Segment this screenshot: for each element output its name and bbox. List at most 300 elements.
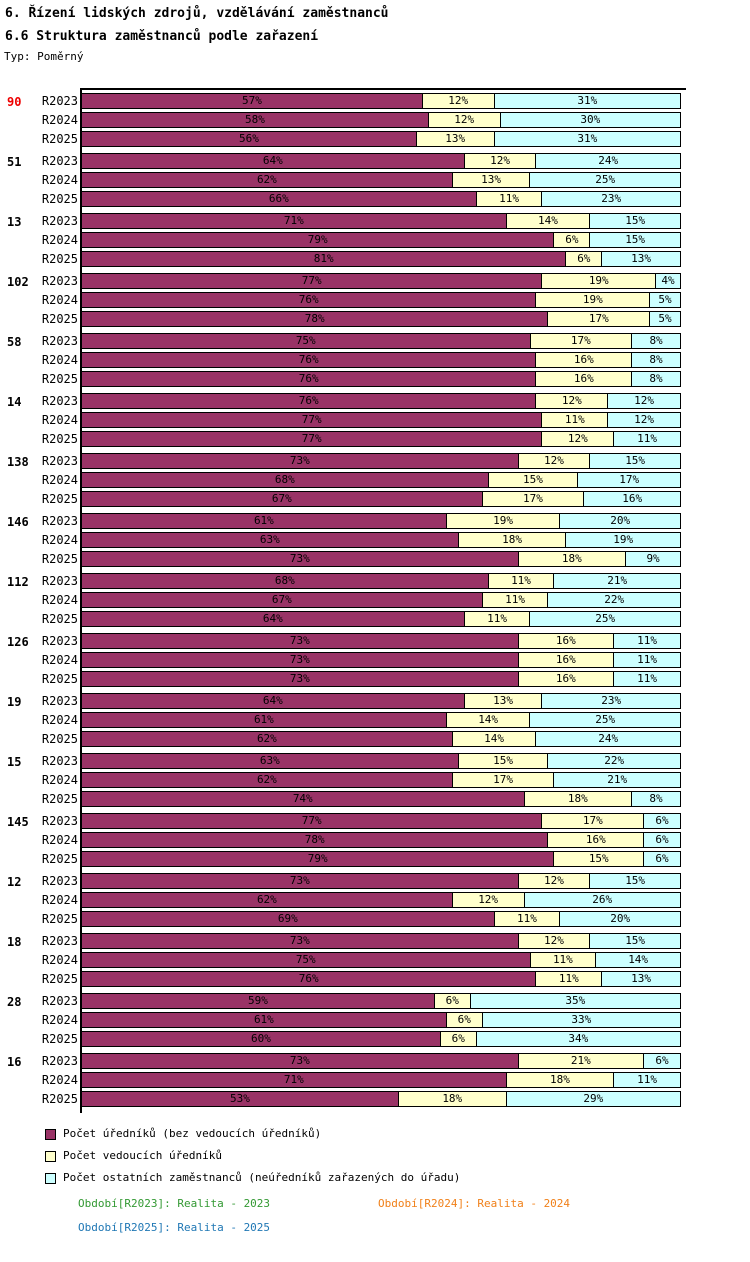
stacked-bar <box>81 513 681 529</box>
segment-officials <box>82 672 519 686</box>
segment-other-employees <box>501 113 680 127</box>
bar-row <box>0 993 750 1009</box>
segment-other-employees <box>590 934 680 948</box>
segment-value-label: 62% <box>256 893 277 906</box>
page-title: 6. Řízení lidských zdrojů, vzdělávání zaměstnanců <box>5 6 389 21</box>
segment-value-label: 67% <box>271 492 292 505</box>
segment-senior-officials <box>566 252 602 266</box>
segment-value-label: 76% <box>298 353 319 366</box>
segment-value-label: 6% <box>457 1013 471 1026</box>
segment-senior-officials <box>531 334 633 348</box>
segment-senior-officials <box>554 233 590 247</box>
bar-row <box>0 652 750 668</box>
segment-officials <box>82 814 542 828</box>
segment-officials <box>82 113 429 127</box>
chart-type-note: Typ: Poměrný <box>4 50 84 63</box>
segment-value-label: 61% <box>253 514 274 527</box>
segment-value-label: 24% <box>598 154 619 167</box>
segment-officials <box>82 773 453 787</box>
period-label: R2025 <box>41 552 78 566</box>
segment-value-label: 77% <box>301 274 322 287</box>
segment-value-label: 64% <box>262 612 283 625</box>
period-label: R2025 <box>41 732 78 746</box>
segment-value-label: 73% <box>289 552 310 565</box>
bar-row <box>0 892 750 908</box>
segment-value-label: 13% <box>493 694 514 707</box>
bar-row <box>0 1012 750 1028</box>
stacked-bar <box>81 791 681 807</box>
legend-label: Počet úředníků (bez vedoucích úředníků) <box>63 1127 322 1140</box>
segment-officials <box>82 372 536 386</box>
segment-officials <box>82 1092 399 1106</box>
segment-senior-officials <box>536 972 602 986</box>
bar-row <box>0 753 750 769</box>
segment-officials <box>82 154 465 168</box>
officials-swatch-icon <box>45 1129 56 1140</box>
period-label: R2023 <box>41 934 78 948</box>
segment-value-label: 25% <box>595 612 616 625</box>
group-id-label: 13 <box>7 215 22 229</box>
segment-value-label: 14% <box>484 732 505 745</box>
segment-senior-officials <box>507 1073 615 1087</box>
period-label: R2024 <box>41 593 78 607</box>
segment-other-employees <box>536 732 680 746</box>
bar-group <box>0 573 750 627</box>
segment-officials <box>82 912 495 926</box>
segment-value-label: 12% <box>634 394 655 407</box>
segment-other-employees <box>632 372 680 386</box>
group-id-label: 146 <box>7 515 29 529</box>
segment-other-employees <box>614 1073 680 1087</box>
segment-value-label: 73% <box>289 934 310 947</box>
bar-row <box>0 352 750 368</box>
bar-row <box>0 791 750 807</box>
bar-row <box>0 592 750 608</box>
segment-value-label: 61% <box>253 1013 274 1026</box>
segment-other-employees <box>542 192 680 206</box>
segment-value-label: 15% <box>493 754 514 767</box>
segment-senior-officials <box>399 1092 507 1106</box>
period-label: R2024 <box>41 353 78 367</box>
stacked-bar <box>81 112 681 128</box>
bar-row <box>0 693 750 709</box>
bar-row <box>0 472 750 488</box>
segment-value-label: 18% <box>561 552 582 565</box>
segment-value-label: 6% <box>577 252 591 265</box>
stacked-bar <box>81 611 681 627</box>
segment-value-label: 21% <box>607 574 628 587</box>
segment-value-label: 73% <box>289 1054 310 1067</box>
segment-senior-officials <box>507 214 591 228</box>
stacked-bar <box>81 1031 681 1047</box>
segment-value-label: 76% <box>298 293 319 306</box>
segment-officials <box>82 994 435 1008</box>
segment-senior-officials <box>429 113 501 127</box>
segment-senior-officials <box>548 312 650 326</box>
stacked-bar <box>81 933 681 949</box>
segment-value-label: 62% <box>256 173 277 186</box>
segment-senior-officials <box>519 874 591 888</box>
bar-group <box>0 273 750 327</box>
segment-value-label: 73% <box>289 672 310 685</box>
period-label: R2023 <box>41 454 78 468</box>
segment-value-label: 16% <box>622 492 643 505</box>
segment-senior-officials <box>536 394 608 408</box>
segment-value-label: 73% <box>289 653 310 666</box>
stacked-bar <box>81 333 681 349</box>
segment-senior-officials <box>519 454 591 468</box>
period-label: R2024 <box>41 833 78 847</box>
segment-value-label: 15% <box>625 874 646 887</box>
period-label: R2024 <box>41 953 78 967</box>
segment-other-employees <box>614 432 680 446</box>
group-id-label: 51 <box>7 155 22 169</box>
period-label: R2023 <box>41 1054 78 1068</box>
bar-row <box>0 333 750 349</box>
segment-value-label: 16% <box>573 372 594 385</box>
segment-value-label: 63% <box>259 533 280 546</box>
segment-officials <box>82 552 519 566</box>
segment-value-label: 17% <box>493 773 514 786</box>
stacked-bar <box>81 993 681 1009</box>
period-label: R2023 <box>41 514 78 528</box>
segment-other-employees <box>590 874 680 888</box>
segment-senior-officials <box>536 293 650 307</box>
bar-group <box>0 813 750 867</box>
segment-officials <box>82 634 519 648</box>
segment-other-employees <box>644 1054 680 1068</box>
segment-value-label: 13% <box>481 173 502 186</box>
stacked-bar <box>81 693 681 709</box>
segment-value-label: 74% <box>292 792 313 805</box>
bar-group <box>0 993 750 1047</box>
bar-group <box>0 873 750 927</box>
bar-row <box>0 273 750 289</box>
segment-value-label: 14% <box>628 953 649 966</box>
segment-other-employees <box>554 773 680 787</box>
period-label: R2024 <box>41 773 78 787</box>
stacked-bar <box>81 491 681 507</box>
stacked-bar <box>81 251 681 267</box>
segment-value-label: 31% <box>577 132 598 145</box>
segment-value-label: 16% <box>573 353 594 366</box>
segment-other-employees <box>477 1032 680 1046</box>
segment-other-employees <box>656 274 680 288</box>
segment-officials <box>82 394 536 408</box>
segment-other-employees <box>632 334 680 348</box>
segment-value-label: 15% <box>625 934 646 947</box>
segment-senior-officials <box>453 732 537 746</box>
stacked-bar <box>81 671 681 687</box>
stacked-bar <box>81 813 681 829</box>
group-id-label: 12 <box>7 875 22 889</box>
bar-group <box>0 333 750 387</box>
segment-senior-officials <box>542 274 656 288</box>
stacked-bar <box>81 472 681 488</box>
group-id-label: 14 <box>7 395 22 409</box>
group-id-label: 19 <box>7 695 22 709</box>
group-id-label: 138 <box>7 455 29 469</box>
stacked-bar <box>81 952 681 968</box>
stacked-bar <box>81 273 681 289</box>
period-label: R2025 <box>41 852 78 866</box>
segment-value-label: 12% <box>543 454 564 467</box>
period-label: R2023 <box>41 94 78 108</box>
bar-row <box>0 172 750 188</box>
segment-other-employees <box>650 293 680 307</box>
segment-senior-officials <box>519 634 615 648</box>
segment-other-employees <box>495 94 680 108</box>
segment-senior-officials <box>519 552 627 566</box>
stacked-bar <box>81 412 681 428</box>
segment-value-label: 78% <box>304 312 325 325</box>
segment-officials <box>82 732 453 746</box>
stacked-bar <box>81 573 681 589</box>
segment-value-label: 15% <box>625 233 646 246</box>
segment-officials <box>82 1013 447 1027</box>
stacked-bar <box>81 1012 681 1028</box>
segment-other-employees <box>644 852 680 866</box>
segment-other-employees <box>644 833 680 847</box>
segment-value-label: 20% <box>610 514 631 527</box>
segment-value-label: 15% <box>625 454 646 467</box>
segment-value-label: 78% <box>304 833 325 846</box>
segment-value-label: 26% <box>592 893 613 906</box>
bar-row <box>0 393 750 409</box>
period-label: R2024 <box>41 113 78 127</box>
segment-value-label: 12% <box>561 394 582 407</box>
period-label: R2023 <box>41 694 78 708</box>
segment-value-label: 66% <box>268 192 289 205</box>
bar-row <box>0 1053 750 1069</box>
segment-other-employees <box>554 574 680 588</box>
segment-value-label: 31% <box>577 94 598 107</box>
period-label: R2024 <box>41 1013 78 1027</box>
stacked-bar <box>81 712 681 728</box>
group-id-label: 15 <box>7 755 22 769</box>
group-id-label: 28 <box>7 995 22 1009</box>
segment-officials <box>82 833 548 847</box>
segment-value-label: 71% <box>283 1073 304 1086</box>
segment-other-employees <box>644 814 680 828</box>
group-id-label: 58 <box>7 335 22 349</box>
bar-group <box>0 513 750 567</box>
segment-senior-officials <box>447 514 561 528</box>
stacked-bar <box>81 172 681 188</box>
segment-value-label: 6% <box>445 994 459 1007</box>
bar-row <box>0 952 750 968</box>
segment-value-label: 19% <box>613 533 634 546</box>
bar-group <box>0 453 750 507</box>
segment-value-label: 73% <box>289 874 310 887</box>
bar-row <box>0 213 750 229</box>
bar-row <box>0 431 750 447</box>
segment-other-employees <box>530 612 680 626</box>
segment-other-employees <box>578 473 680 487</box>
segment-senior-officials <box>441 1032 477 1046</box>
segment-value-label: 77% <box>301 413 322 426</box>
segment-other-employees <box>608 413 680 427</box>
period-label: R2023 <box>41 634 78 648</box>
segment-value-label: 14% <box>478 713 499 726</box>
segment-other-employees <box>548 593 680 607</box>
segment-value-label: 6% <box>655 1054 669 1067</box>
segment-officials <box>82 353 536 367</box>
legend-label: Počet vedoucích úředníků <box>63 1149 222 1162</box>
group-id-label: 90 <box>7 95 22 109</box>
segment-senior-officials <box>459 533 567 547</box>
period-label: R2025 <box>41 612 78 626</box>
segment-officials <box>82 1032 441 1046</box>
segment-senior-officials <box>483 593 549 607</box>
segment-value-label: 33% <box>571 1013 592 1026</box>
group-id-label: 102 <box>7 275 29 289</box>
segment-other-employees <box>596 953 680 967</box>
segment-value-label: 73% <box>289 634 310 647</box>
period-label: R2025 <box>41 192 78 206</box>
segment-value-label: 17% <box>619 473 640 486</box>
stacked-bar <box>81 971 681 987</box>
segment-senior-officials <box>525 792 633 806</box>
period-label: R2025 <box>41 252 78 266</box>
period-label: R2023 <box>41 814 78 828</box>
legend-item <box>45 1128 460 1150</box>
segment-senior-officials <box>542 413 608 427</box>
bar-row <box>0 532 750 548</box>
segment-senior-officials <box>548 833 644 847</box>
segment-value-label: 12% <box>454 113 475 126</box>
segment-officials <box>82 492 483 506</box>
bar-row <box>0 633 750 649</box>
segment-senior-officials <box>536 372 632 386</box>
segment-value-label: 64% <box>262 694 283 707</box>
segment-officials <box>82 1054 519 1068</box>
bar-row <box>0 551 750 567</box>
legend-item <box>45 1172 460 1194</box>
stacked-bar <box>81 431 681 447</box>
bar-row <box>0 933 750 949</box>
segment-other-employees <box>525 893 680 907</box>
segment-value-label: 12% <box>543 934 564 947</box>
segment-value-label: 5% <box>658 293 672 306</box>
segment-value-label: 62% <box>256 732 277 745</box>
segment-officials <box>82 694 465 708</box>
segment-officials <box>82 274 542 288</box>
segment-senior-officials <box>519 1054 645 1068</box>
stacked-bar <box>81 832 681 848</box>
segment-officials <box>82 852 554 866</box>
segment-officials <box>82 214 507 228</box>
segment-value-label: 17% <box>523 492 543 505</box>
stacked-bar <box>81 1091 681 1107</box>
bar-row <box>0 453 750 469</box>
segment-senior-officials <box>447 713 531 727</box>
segment-value-label: 68% <box>274 473 295 486</box>
bar-row <box>0 292 750 308</box>
segment-other-employees <box>602 972 680 986</box>
stacked-bar <box>81 772 681 788</box>
segment-officials <box>82 514 447 528</box>
segment-officials <box>82 432 542 446</box>
stacked-bar <box>81 892 681 908</box>
period-label: R2023 <box>41 214 78 228</box>
stacked-bar <box>81 753 681 769</box>
segment-value-label: 5% <box>658 312 672 325</box>
segment-value-label: 8% <box>649 334 663 347</box>
segment-value-label: 11% <box>637 672 658 685</box>
segment-officials <box>82 233 554 247</box>
segment-senior-officials <box>483 492 585 506</box>
top-axis-line <box>80 88 686 90</box>
segment-value-label: 75% <box>295 334 316 347</box>
segment-officials <box>82 713 447 727</box>
period-label: R2024 <box>41 533 78 547</box>
segment-value-label: 9% <box>646 552 660 565</box>
bar-group <box>0 153 750 207</box>
period-label: R2024 <box>41 1073 78 1087</box>
segment-value-label: 60% <box>250 1032 271 1045</box>
bar-row <box>0 112 750 128</box>
period-label: R2025 <box>41 912 78 926</box>
stacked-bar <box>81 453 681 469</box>
segment-value-label: 13% <box>445 132 466 145</box>
period-label: R2024 <box>41 473 78 487</box>
segment-value-label: 12% <box>490 154 511 167</box>
group-id-label: 16 <box>7 1055 22 1069</box>
segment-value-label: 16% <box>555 653 576 666</box>
period-label: R2023 <box>41 274 78 288</box>
stacked-bar <box>81 93 681 109</box>
segment-value-label: 18% <box>442 1092 463 1105</box>
period-label: R2025 <box>41 492 78 506</box>
stacked-bar <box>81 1053 681 1069</box>
segment-officials <box>82 574 489 588</box>
period-label: R2025 <box>41 132 78 146</box>
segment-senior-officials <box>542 432 614 446</box>
segment-officials <box>82 934 519 948</box>
segment-officials <box>82 893 453 907</box>
segment-other-employees <box>536 154 680 168</box>
segment-value-label: 79% <box>307 852 328 865</box>
segment-officials <box>82 413 542 427</box>
stacked-bar <box>81 191 681 207</box>
segment-value-label: 20% <box>610 912 631 925</box>
period-label: R2025 <box>41 972 78 986</box>
stacked-bar <box>81 292 681 308</box>
segment-value-label: 11% <box>552 953 573 966</box>
bar-row <box>0 832 750 848</box>
period-label: R2024 <box>41 233 78 247</box>
segment-officials <box>82 334 531 348</box>
segment-senior-officials <box>417 132 495 146</box>
segment-other-employees <box>566 533 680 547</box>
period-label: R2023 <box>41 874 78 888</box>
segment-value-label: 8% <box>649 353 663 366</box>
bar-group <box>0 933 750 987</box>
group-id-label: 112 <box>7 575 29 589</box>
segment-senior-officials <box>495 912 561 926</box>
segment-value-label: 17% <box>570 334 591 347</box>
segment-senior-officials <box>519 672 615 686</box>
segment-value-label: 62% <box>256 773 277 786</box>
segment-value-label: 11% <box>637 634 658 647</box>
bar-row <box>0 851 750 867</box>
segment-value-label: 4% <box>661 274 675 287</box>
segment-value-label: 22% <box>604 593 625 606</box>
segment-value-label: 35% <box>565 994 586 1007</box>
bar-row <box>0 251 750 267</box>
segment-senior-officials <box>465 612 531 626</box>
